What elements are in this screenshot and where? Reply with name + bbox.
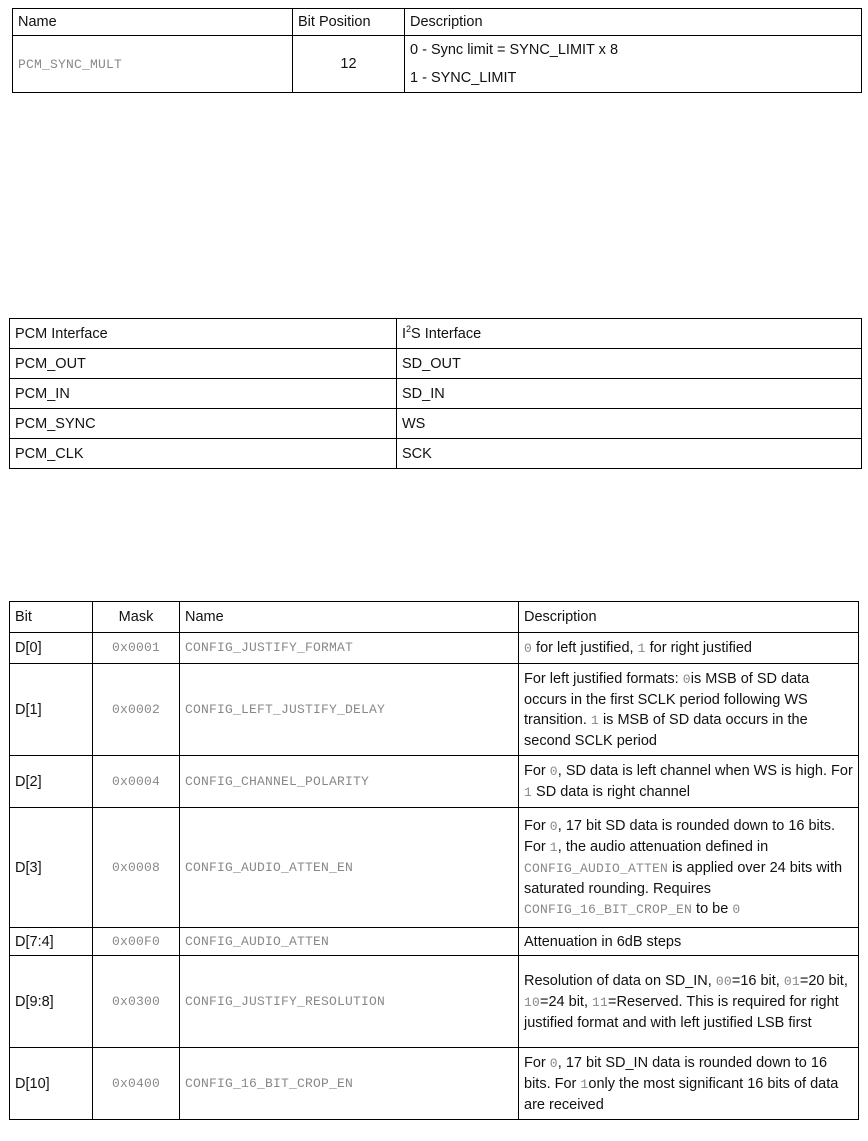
- pcm-signal: PCM_IN: [10, 379, 397, 409]
- code-value: 1: [590, 712, 599, 728]
- description-text: , the audio attenuation defined in: [557, 838, 769, 855]
- code-value: 1: [580, 1076, 589, 1092]
- code-value: 0: [549, 818, 558, 834]
- description-text: , 17 bit SD_IN data is rounded down to 16 bits. For: [524, 1054, 828, 1092]
- description-line: 1 - SYNC_LIMIT: [410, 70, 517, 86]
- header-description: Description: [519, 602, 859, 633]
- code-value: 1: [637, 640, 646, 656]
- code-value: 00: [715, 973, 732, 989]
- description-text: Resolution of data on SD_IN,: [524, 972, 716, 989]
- table-header-row: [10, 319, 862, 349]
- table-row: [10, 956, 859, 1048]
- description-cell: [519, 633, 859, 664]
- pcm-signal: PCM_CLK: [10, 439, 397, 469]
- i2s-signal: SD_OUT: [397, 349, 862, 379]
- table-row: [10, 756, 859, 808]
- name-cell: CONFIG_JUSTIFY_RESOLUTION: [180, 956, 519, 1048]
- header-pcm-interface: PCM Interface: [10, 319, 397, 349]
- header-bit-position: Bit Position: [293, 9, 405, 36]
- description-cell: [519, 956, 859, 1048]
- description-text: =24 bit,: [540, 993, 593, 1010]
- description-text: to be: [692, 900, 733, 917]
- mask-cell: 0x0400: [93, 1048, 180, 1120]
- code-value: 0: [732, 901, 741, 917]
- description-text: SD data is right channel: [532, 783, 690, 800]
- mask-cell: 0x0001: [93, 633, 180, 664]
- description-text: is MSB of SD data occurs in the second SCLK period: [524, 711, 808, 749]
- header-name: Name: [180, 602, 519, 633]
- description-text: Attenuation in 6dB steps: [524, 933, 682, 950]
- bit-cell: D[1]: [10, 664, 93, 756]
- code-value: 1: [524, 784, 533, 800]
- description-text: For: [524, 762, 550, 779]
- mask-cell: 0x0300: [93, 956, 180, 1048]
- code-value: 0: [549, 1055, 558, 1071]
- code-value: 0: [549, 763, 558, 779]
- table-row: [13, 36, 862, 93]
- description-text: For: [524, 1054, 550, 1071]
- description-text: =16 bit,: [731, 972, 784, 989]
- table-header-row: [13, 9, 862, 36]
- header-i2s-prefix: I: [402, 325, 407, 342]
- code-value: CONFIG_16_BIT_CROP_EN: [524, 901, 693, 917]
- mask-cell: 0x0008: [93, 808, 180, 928]
- code-value: 10: [524, 994, 541, 1010]
- description-cell: [519, 808, 859, 928]
- mask-cell: 0x00F0: [93, 928, 180, 956]
- description-cell: [519, 756, 859, 808]
- description-text: is MSB of SD data occurs in the first SCLK period following WS transition.: [524, 670, 810, 728]
- field-name: PCM_SYNC_MULT: [13, 36, 293, 93]
- header-mask: Mask: [93, 602, 180, 633]
- description-text: , 17 bit SD data is rounded down to 16 bits. For: [524, 817, 836, 855]
- description-text: for right justified: [645, 639, 752, 656]
- description-cell: [519, 664, 859, 756]
- bit-cell: D[9:8]: [10, 956, 93, 1048]
- table-row: [10, 633, 859, 664]
- code-value: 11: [592, 994, 609, 1010]
- name-cell: CONFIG_CHANNEL_POLARITY: [180, 756, 519, 808]
- name-cell: CONFIG_AUDIO_ATTEN_EN: [180, 808, 519, 928]
- code-value: 0: [524, 640, 533, 656]
- bit-cell: D[0]: [10, 633, 93, 664]
- header-i2s-suffix: S Interface: [411, 325, 482, 342]
- description-text: only the most significant 16 bits of data are received: [524, 1075, 839, 1113]
- code-value: 0: [682, 671, 691, 687]
- config-register-table: [9, 601, 859, 1120]
- table-row: [10, 808, 859, 928]
- bit-cell: D[2]: [10, 756, 93, 808]
- description-text: =20 bit,: [799, 972, 848, 989]
- table-header-row: [10, 602, 859, 633]
- mask-cell: 0x0004: [93, 756, 180, 808]
- field-description: [405, 36, 862, 93]
- bit-cell: D[10]: [10, 1048, 93, 1120]
- description-cell: [519, 1048, 859, 1120]
- name-cell: CONFIG_16_BIT_CROP_EN: [180, 1048, 519, 1120]
- code-value: CONFIG_AUDIO_ATTEN: [524, 860, 669, 876]
- i2s-signal: SD_IN: [397, 379, 862, 409]
- description-text: , SD data is left channel when WS is high. For: [557, 762, 853, 779]
- table-row: [10, 664, 859, 756]
- name-cell: CONFIG_LEFT_JUSTIFY_DELAY: [180, 664, 519, 756]
- table-row: [10, 928, 859, 956]
- i2s-signal: WS: [397, 409, 862, 439]
- header-name: Name: [13, 9, 293, 36]
- pcm-sync-mult-table: [12, 8, 862, 93]
- name-cell: CONFIG_AUDIO_ATTEN: [180, 928, 519, 956]
- description-text: =Reserved. This is required for right justified format and with left justified LSB first: [524, 993, 839, 1031]
- bit-position: 12: [293, 36, 405, 93]
- bit-cell: D[7:4]: [10, 928, 93, 956]
- description-text: For left justified formats:: [524, 670, 683, 687]
- code-value: 01: [783, 973, 800, 989]
- pcm-signal: PCM_SYNC: [10, 409, 397, 439]
- i2s-signal: SCK: [397, 439, 862, 469]
- header-description: Description: [405, 9, 862, 36]
- pcm-signal: PCM_OUT: [10, 349, 397, 379]
- description-text: For: [524, 817, 550, 834]
- interface-mapping-table: [9, 318, 862, 469]
- description-text: for left justified,: [532, 639, 638, 656]
- table-row: [10, 1048, 859, 1120]
- header-i2s-interface: [397, 319, 862, 349]
- description-line: 0 - Sync limit = SYNC_LIMIT x 8: [410, 42, 619, 58]
- table-row: [10, 409, 862, 439]
- mask-cell: 0x0002: [93, 664, 180, 756]
- table-row: [10, 349, 862, 379]
- table-row: [10, 379, 862, 409]
- table-row: [10, 439, 862, 469]
- header-i2s-superscript: 2: [406, 323, 412, 334]
- bit-cell: D[3]: [10, 808, 93, 928]
- code-value: 1: [549, 839, 558, 855]
- description-text: is applied over 24 bits with saturated rounding. Requires: [524, 859, 843, 897]
- header-bit: Bit: [10, 602, 93, 633]
- name-cell: CONFIG_JUSTIFY_FORMAT: [180, 633, 519, 664]
- description-cell: [519, 928, 859, 956]
